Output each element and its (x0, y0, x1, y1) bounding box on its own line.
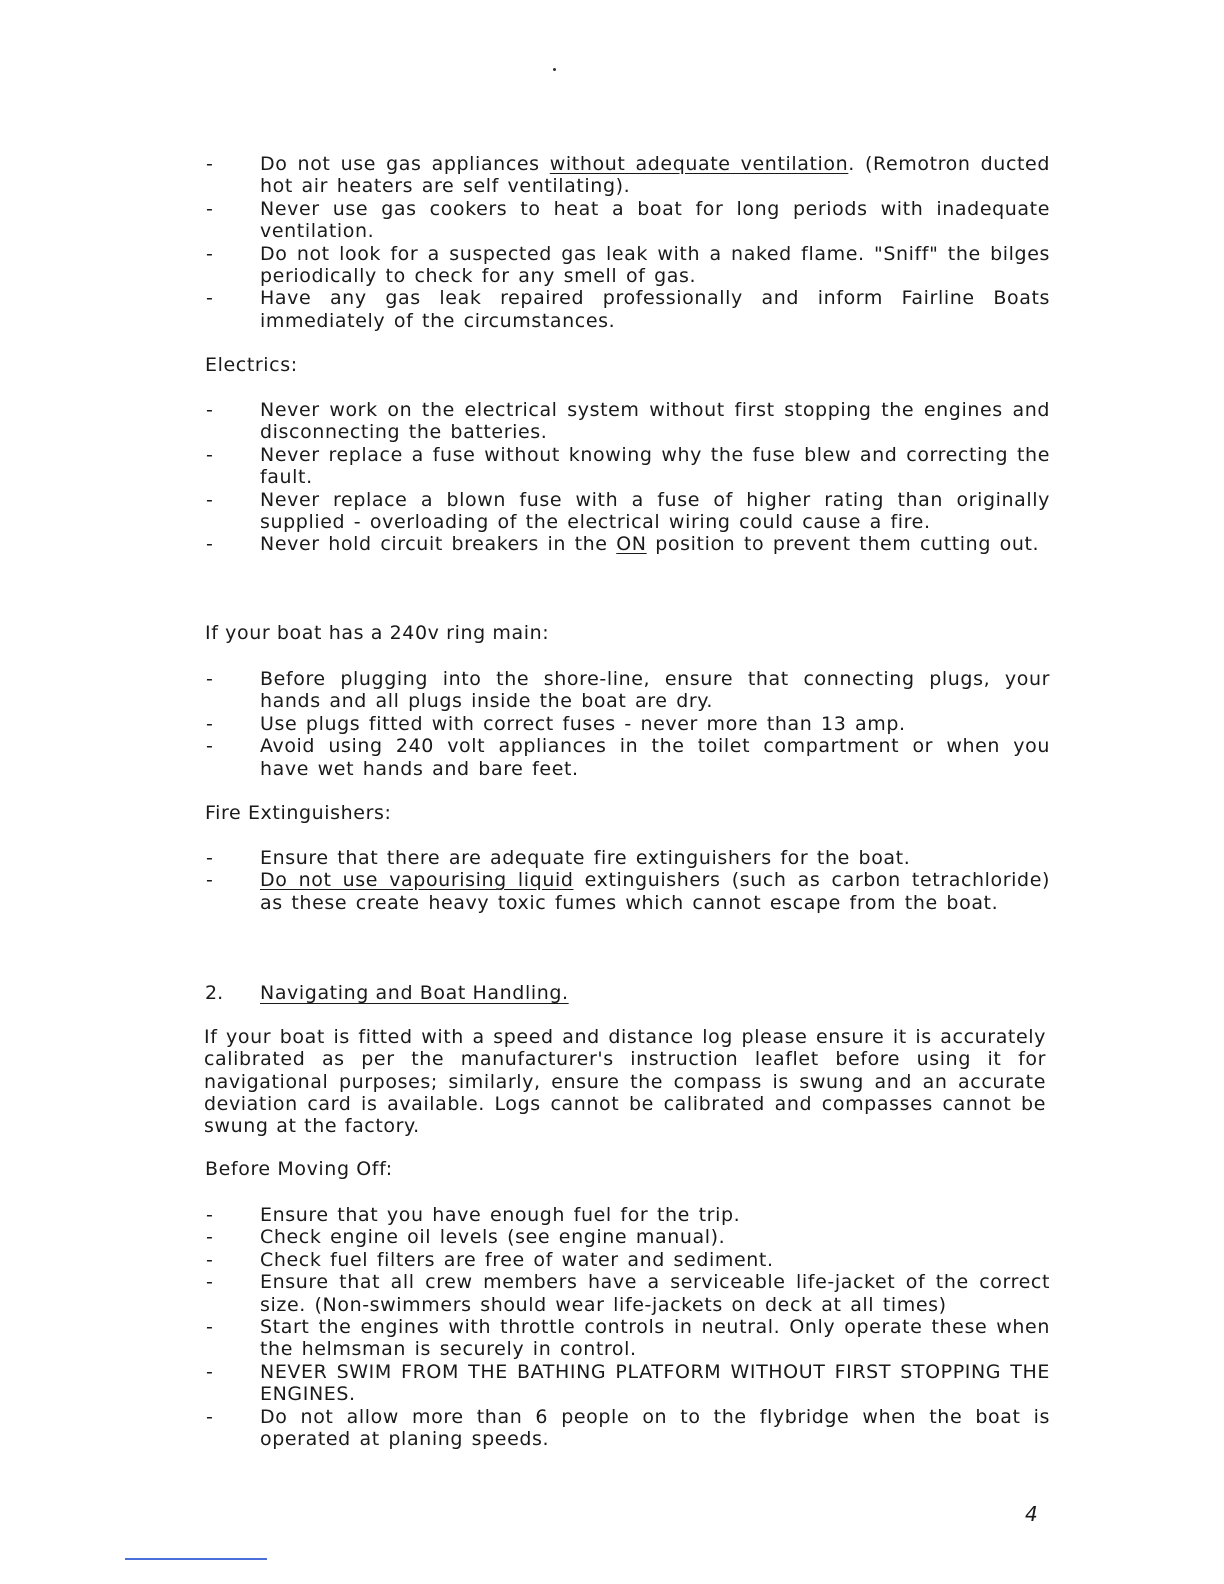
list-item: - Before plugging into the shore-line, ensure that connecting plugs, your hands and all plugs inside the boat are dry. (206, 668, 1050, 713)
bullet-dash: - (206, 869, 214, 892)
list-item: - Never hold circuit breakers in the ON position to prevent them cutting out. (206, 533, 1040, 556)
list-item: - Do not use gas appliances without adequate ventilation. (Remotron ducted hot air heaters are self ventilating). (206, 153, 1050, 198)
bullet-dash: - (206, 533, 214, 556)
list-item: - Never replace a blown fuse with a fuse of higher rating than originally supplied - overloading of the electrical wiring could cause a fire. (206, 488, 1050, 534)
fire-extinguishers-list (204, 847, 1050, 914)
bottom-rule (125, 1558, 267, 1560)
list-item: - NEVER SWIM FROM THE BATHING PLATFORM WITHOUT FIRST STOPPING THE ENGINES. (206, 1360, 1050, 1406)
list-item: - Do not look for a suspected gas leak with a naked flame. "Sniff" the bilges periodically to check for any smell of gas. (206, 242, 1050, 288)
underlined-text: ON (616, 533, 647, 556)
bullet-dash: - (206, 847, 214, 869)
section-number: 2. (205, 982, 224, 1004)
bullet-dash: - (206, 242, 214, 265)
list-item: - Do not use vapourising liquid extinguishers (such as carbon tetrachloride) as these create heavy toxic fumes which cannot escape from the boat. (206, 869, 1050, 914)
ring-main-heading: If your boat has a 240v ring main: (205, 622, 550, 644)
list-item: - Use plugs fitted with correct fuses - never more than 13 amp. (206, 712, 906, 735)
list-item: - Check engine oil levels (see engine manual). (206, 1226, 726, 1249)
bullet-dash: - (206, 1248, 214, 1271)
page-number: 4 (1025, 1502, 1038, 1526)
gas-safety-list (204, 153, 1050, 332)
navigation-paragraph: If your boat is fitted with a speed and distance log please ensure it is accurately calibrated as per the manufacturer's instruction leaflet before using it for navigational purposes; similarly, ensure the compass is swung and an accurate deviation card is available. Logs cannot be calibrated and compasses cannot be swung at the factory. (204, 1026, 1046, 1138)
list-item: - Avoid using 240 volt appliances in the toilet compartment or when you have wet hands and bare feet. (206, 735, 1050, 780)
underlined-text: Do not use vapourising liquid (260, 869, 574, 892)
fire-extinguishers-heading: Fire Extinguishers: (205, 802, 392, 824)
bullet-dash: - (206, 1360, 214, 1383)
list-item: - Ensure that you have enough fuel for the trip. (206, 1204, 741, 1226)
electrics-list (204, 399, 1050, 556)
list-item: - Have any gas leak repaired professionally and inform Fairline Boats immediately of the circumstances. (206, 287, 1050, 332)
bullet-dash: - (206, 1405, 214, 1428)
list-item: - Do not allow more than 6 people on to the flybridge when the boat is operated at planing speeds. (206, 1405, 1050, 1451)
before-moving-off-list (204, 1204, 1050, 1450)
bullet-dash: - (206, 287, 214, 310)
section-title: Navigating and Boat Handling. (260, 982, 569, 1004)
list-item: - Check fuel filters are free of water and sediment. (206, 1248, 774, 1271)
bullet-dash: - (206, 1316, 214, 1339)
electrics-heading: Electrics: (205, 354, 298, 376)
list-item: - Ensure that there are adequate fire extinguishers for the boat. (206, 847, 911, 869)
bullet-dash: - (206, 668, 214, 690)
before-moving-off-heading: Before Moving Off: (205, 1158, 393, 1180)
ring-main-list (204, 668, 1050, 780)
bullet-dash: - (206, 153, 214, 175)
bullet-dash: - (206, 488, 214, 511)
bullet-dash: - (206, 712, 214, 735)
list-item: - Never replace a fuse without knowing why the fuse blew and correcting the fault. (206, 443, 1050, 489)
list-item: - Never use gas cookers to heat a boat for long periods with inadequate ventilation. (206, 197, 1050, 243)
list-item: - Start the engines with throttle controls in neutral. Only operate these when the helmsman is securely in control. (206, 1316, 1050, 1361)
bullet-dash: - (206, 1204, 214, 1226)
bullet-dash: - (206, 197, 214, 220)
bullet-dash: - (206, 1226, 214, 1249)
list-item: - Never work on the electrical system without first stopping the engines and disconnecting the batteries. (206, 399, 1050, 444)
list-item: - Ensure that all crew members have a serviceable life-jacket of the correct size. (Non-swimmers should wear life-jackets on deck at all times) (206, 1271, 1050, 1316)
bullet-dash: - (206, 735, 214, 758)
underlined-text: without adequate ventilation (549, 153, 849, 175)
scan-speck (553, 68, 556, 71)
bullet-dash: - (206, 443, 214, 466)
bullet-dash: - (206, 1271, 214, 1294)
bullet-dash: - (206, 399, 214, 421)
